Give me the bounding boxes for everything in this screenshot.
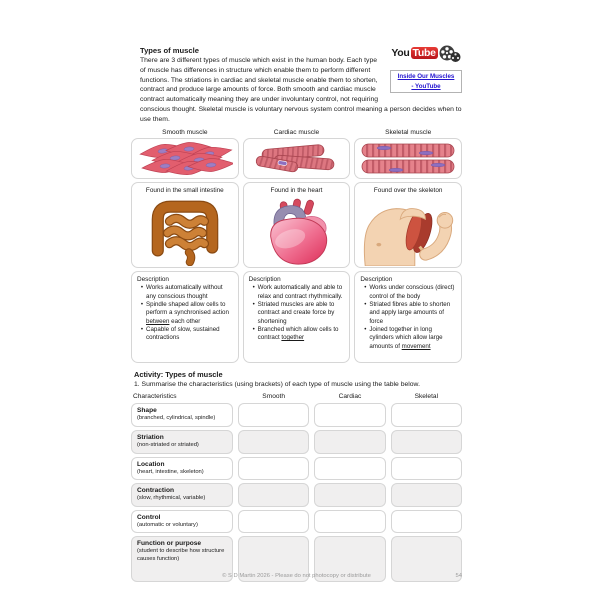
smooth-location-box — [131, 182, 239, 268]
answer-cell[interactable] — [391, 483, 462, 507]
activity-row-location — [131, 457, 462, 481]
description-row — [131, 271, 462, 363]
film-reel-icon — [439, 45, 461, 68]
activity-row-striation — [131, 430, 462, 454]
answer-cell[interactable] — [238, 483, 309, 507]
youtube-link-line2[interactable]: - YouTube — [411, 82, 441, 90]
description-title: Description — [137, 276, 169, 284]
skeletal-muscle-image — [354, 138, 462, 179]
answer-cell[interactable] — [391, 403, 462, 427]
bullet-item: • Works under conscious (direct) control of the body — [364, 284, 455, 300]
description-title: Description — [248, 276, 281, 284]
answer-cell[interactable] — [314, 510, 385, 534]
tissue-image-row — [131, 138, 462, 179]
youtube-link-line1[interactable]: Inside Our Muscles — [397, 73, 455, 80]
footer-copyright: © S D Martin 2026 - Please do not photocopy or distribute — [222, 573, 371, 579]
column-header-cardiac: Cardiac muscle — [273, 129, 320, 137]
activity-row-shape — [131, 403, 462, 427]
column-header-smooth: Smooth muscle — [162, 129, 208, 137]
row-label-cell: Shape (branched, cylindrical, spindle) — [131, 403, 233, 427]
bullet-item: • Capable of slow, sustained contractions — [140, 325, 220, 342]
activity-table-headers — [131, 393, 462, 400]
header-cardiac: Cardiac — [338, 393, 362, 401]
intro-section — [140, 46, 462, 124]
smooth-muscle-image — [131, 138, 239, 179]
youtube-link-box — [390, 70, 462, 93]
row-label-cell: Control (automatic or voluntary) — [131, 510, 233, 534]
found-label-cardiac: Found in the heart — [270, 187, 323, 195]
answer-cell[interactable] — [391, 457, 462, 481]
answer-cell[interactable] — [238, 457, 309, 481]
bullet-item: • Spindle shaped allow cells to perform a synchronised action between each other — [140, 301, 229, 325]
cardiac-location-box — [243, 182, 351, 268]
column-header-skeletal: Skeletal muscle — [385, 129, 432, 137]
organ-image-row — [131, 182, 462, 268]
page-title: Types of muscle — [140, 46, 199, 55]
answer-cell[interactable] — [238, 510, 309, 534]
muscle-table-headers — [131, 128, 462, 137]
youtube-logo-tube: Tube — [412, 47, 436, 59]
arm-muscles-image — [360, 253, 456, 270]
activity-row-contraction — [131, 483, 462, 507]
intro-paragraph: There are 3 different types of muscle which exist in the human body. Each type of muscle has differences in structure which enable them to perform different functions. The striations in cardiac and skeletal muscle enable them to shorten, contract and produce large amounts of force. Both smooth and cardiac muscle contract automatically meaning they are under involuntary control, not requiring conscious thought. Skeletal muscle is voluntary nervous system control meaning a person decides when to use them. — [140, 57, 462, 123]
skeletal-location-box — [354, 182, 462, 268]
youtube-logo-you: You — [391, 47, 410, 59]
answer-cell[interactable] — [314, 430, 385, 454]
header-characteristics: Characteristics — [133, 393, 177, 401]
bullet-item: • Striated fibres able to shorten and apply large amounts of force — [364, 301, 451, 325]
answer-cell[interactable] — [314, 483, 385, 507]
answer-cell[interactable] — [314, 457, 385, 481]
smooth-description-box — [131, 271, 239, 363]
answer-cell[interactable] — [238, 430, 309, 454]
bullet-item: • Striated muscles are able to contract and create force by shortening — [252, 301, 335, 325]
youtube-logo — [390, 47, 462, 68]
answer-cell[interactable] — [314, 403, 385, 427]
header-skeletal: Skeletal — [414, 393, 439, 401]
description-title: Description — [360, 276, 393, 284]
bullet-item: • Branched which allow cells to contract together — [252, 325, 339, 342]
activity-row-control — [131, 510, 462, 534]
page-number: 54 — [455, 573, 462, 579]
youtube-link-block[interactable] — [390, 47, 462, 93]
answer-cell[interactable] — [391, 430, 462, 454]
small-intestine-image — [145, 253, 225, 270]
answer-cell[interactable] — [238, 403, 309, 427]
bullet-item: • Work automatically and able to relax and contract rhythmically. — [252, 284, 343, 300]
row-label-cell: Contraction (slow, rhythmical, variable) — [131, 483, 233, 507]
header-smooth: Smooth — [262, 393, 286, 401]
bullet-item: • Joined together in long cylinders which allow large amounts of movement — [364, 325, 443, 350]
heart-image — [256, 253, 336, 270]
activity-title: Activity: Types of muscle — [134, 370, 223, 380]
row-label-cell: Location (heart, intestine, skeleton) — [131, 457, 233, 481]
page-content — [131, 46, 462, 585]
answer-cell[interactable] — [391, 510, 462, 534]
cardiac-muscle-image — [243, 138, 351, 179]
bullet-item: • Works automatically without any conscious thought — [140, 284, 223, 300]
cardiac-description-box — [243, 271, 351, 363]
row-label-cell: Striation (non-striated or striated) — [131, 430, 233, 454]
found-label-smooth: Found in the small intestine — [145, 187, 224, 195]
row-label-cell: Function or purpose (student to describe how structure causes function) — [131, 536, 233, 582]
found-label-skeletal: Found over the skeleton — [373, 187, 443, 195]
activity-instruction: 1. Summarise the characteristics (using brackets) of each type of muscle using the table below. — [134, 381, 420, 389]
skeletal-description-box — [354, 271, 462, 363]
